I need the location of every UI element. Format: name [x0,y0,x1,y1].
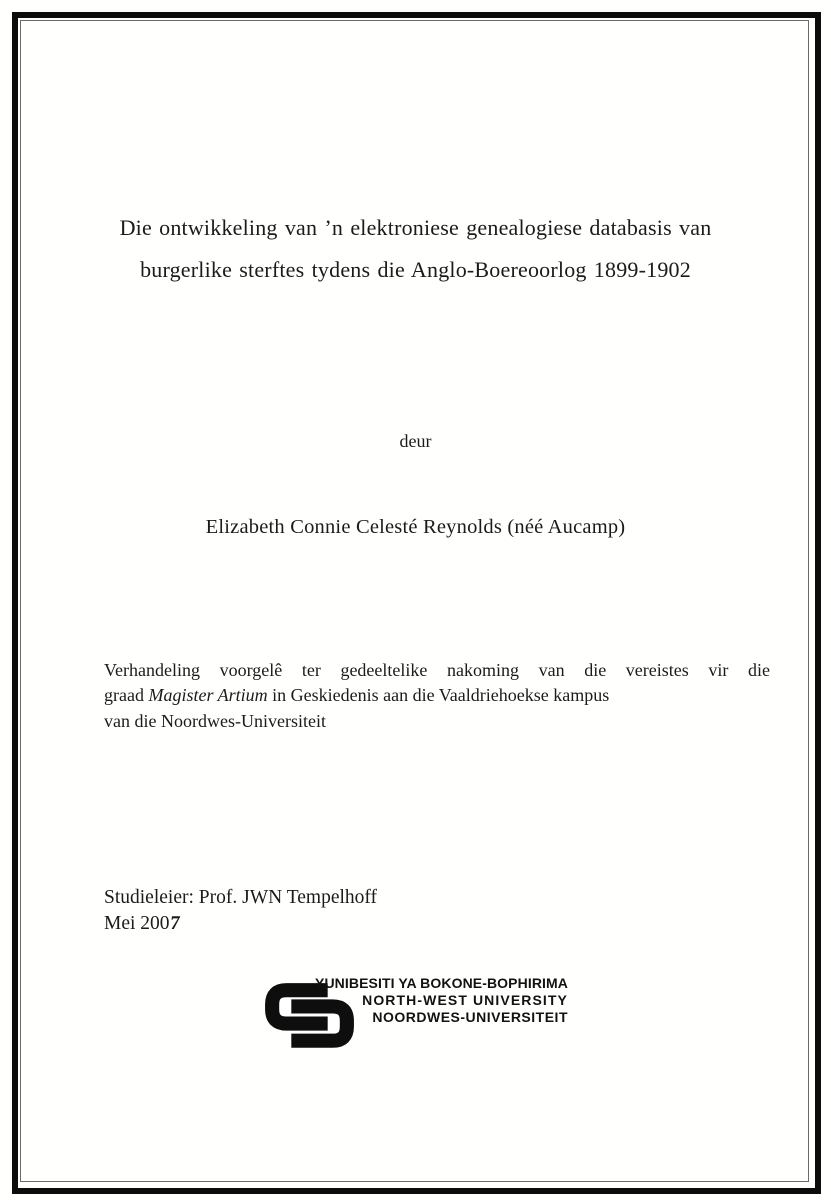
date-line [104,911,377,937]
degree-name-italic: Magister Artium [148,685,268,706]
supervisor-line: Studieleier: Prof. JWN Tempelhoff [104,887,378,908]
author-name: Elizabeth Connie Celesté Reynolds (néé Aucamp) [205,516,626,538]
degree-statement [104,658,770,734]
date-last-digit: 7 [168,912,181,934]
statement-line-1: Verhandeling voorgelê ter gedeeltelike nakoming van die vereistes vir die [104,660,770,680]
logo-text-afrikaans: NOORDWES-UNIVERSITEIT [372,1009,568,1025]
statement-line-3: van die Noordwes-Universiteit [104,710,326,731]
statement-line-2-pre: graad [104,685,149,706]
byline-deur: deur [399,431,432,451]
statement-line-2 [104,683,770,708]
supervisor-block [104,885,377,936]
logo-text-setswana: YUNIBESITI YA BOKONE-BOPHIRIMA [315,975,568,991]
title-line-2: burgerlike sterftes tydens die Anglo-Boereoorlog 1899-1902 [140,257,691,282]
date-prefix: Mei 200 [104,912,170,934]
statement-line-2-post: in Geskiedenis aan die Vaaldriehoekse kampus [267,685,610,706]
title-line-1: Die ontwikkeling van ’n elektroniese genealogiese databasis van [119,215,712,240]
thesis-title [0,207,831,291]
logo-text-english: NORTH-WEST UNIVERSITY [362,992,568,1008]
university-logo-text [300,975,568,1026]
